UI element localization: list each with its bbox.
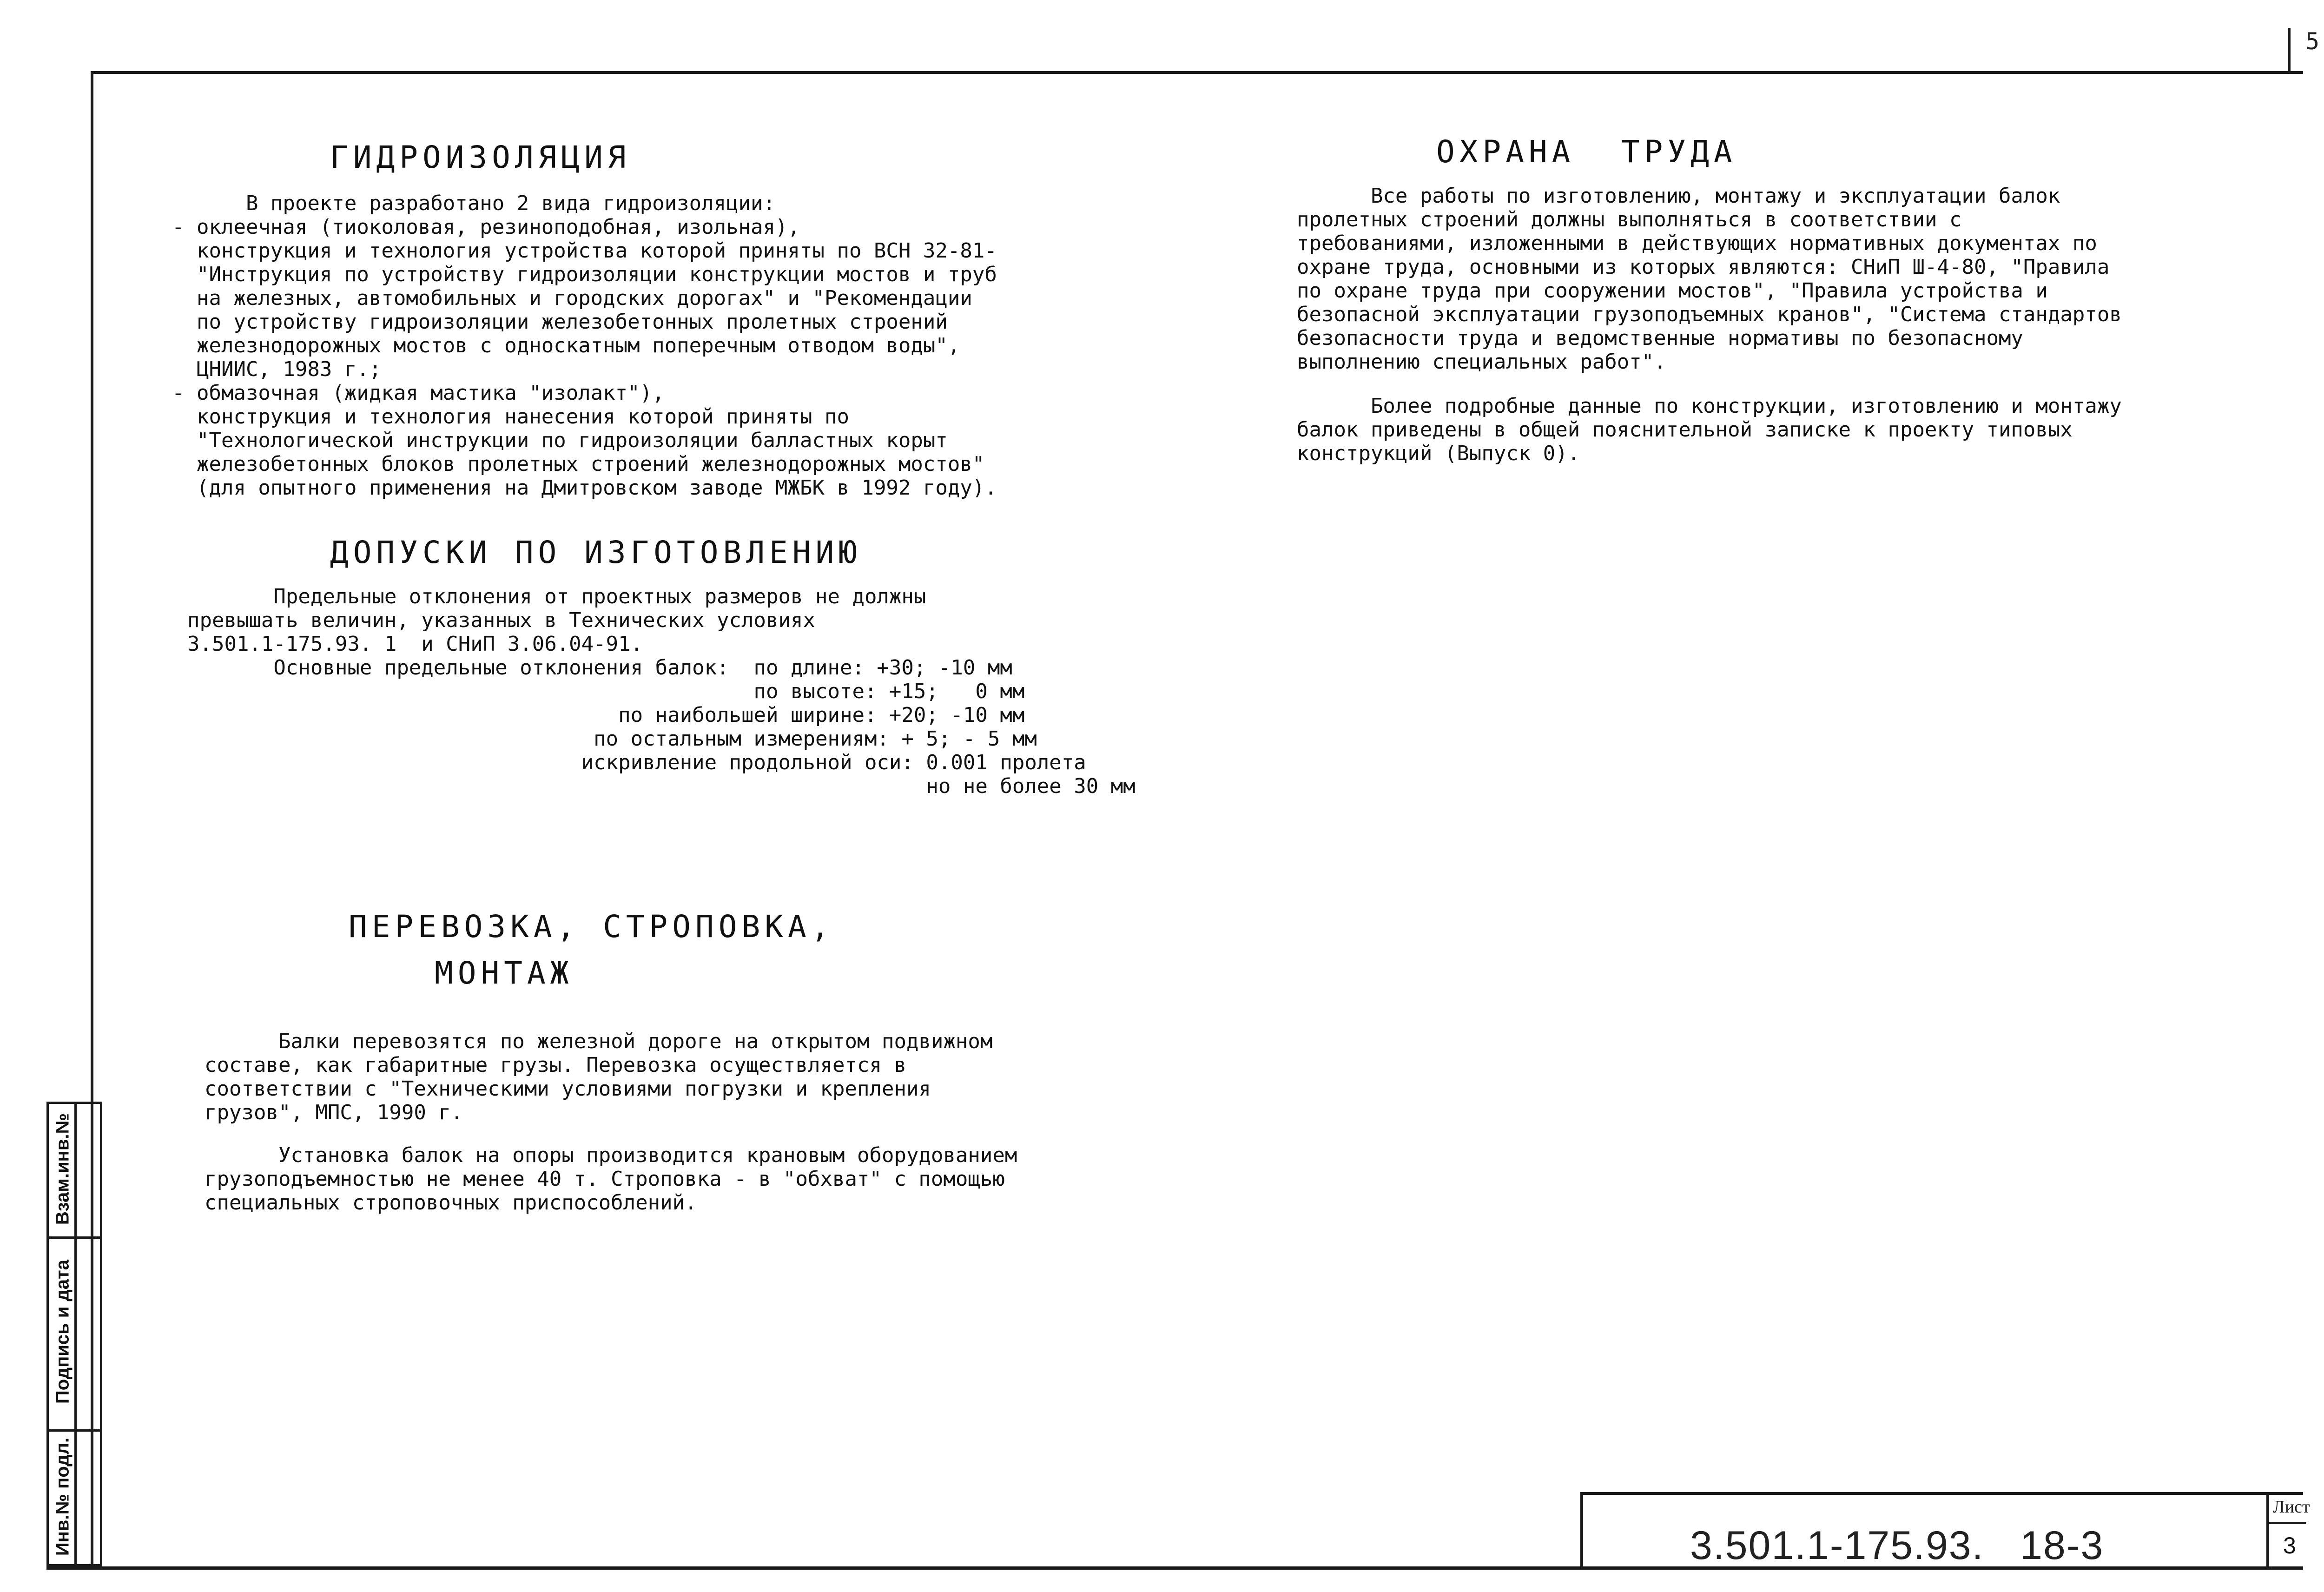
frame-corner-tick	[2288, 28, 2291, 71]
stamp-divider-1	[49, 1236, 100, 1239]
title-block	[1580, 1492, 2310, 1569]
transport-paragraph-2: Установка балок на опоры производится крановым оборудованием грузоподъемностью не менее 40 т. Строповка - в "обхват" с помощью специальных строповочных приспособлений.	[205, 1143, 1017, 1215]
sheet-number: 3	[2283, 1533, 2296, 1559]
labor-protection-paragraph-1: Все работы по изготовлению, монтажу и эксплуатации балок пролетных строений должны выполняться в соответствии с требованиями, изложенными в действующих нормативных документах по охране труда, основными из которых являются: СНиП Ш-4-80, "Правила по охране труда при сооружении мостов", "Правила устройства и безопасной эксплуатации грузоподъемных кранов", "Система стандартов безопасности труда и ведомственные нормативы по безопасному выполнению специальных работ".	[1297, 184, 2122, 374]
transport-heading-line2: МОНТАЖ	[435, 955, 574, 991]
page-mark: 5	[2305, 28, 2320, 55]
transport-paragraph-1: Балки перевозятся по железной дороге на открытом подвижном составе, как габаритные грузы. Перевозка осуществляется в соответствии с "Техническими условиями погрузки и крепления грузов", МПС, 1990 г.	[205, 1030, 993, 1124]
sheet-cell	[2266, 1495, 2310, 1569]
stamp-sign-date: Подпись и дата	[52, 1260, 73, 1404]
document-code: 3.501.1-175.93. 18-3	[1690, 1523, 2104, 1568]
labor-protection-heading: ОХРАНА ТРУДА	[1436, 134, 1737, 170]
side-stamp	[46, 1102, 102, 1566]
frame-top-line	[91, 71, 2303, 74]
stamp-divider-vertical	[74, 1104, 77, 1564]
waterproofing-heading: ГИДРОИЗОЛЯЦИЯ	[330, 139, 631, 175]
tolerances-text: Предельные отклонения от проектных размеров не должны превышать величин, указанных в Технических условиях 3.501.1-175.93. 1 и СНиП 3.06.04-91. Основные предельные отклонения балок: по длине: +30; -10 мм по высоте: +15; 0 мм по наибольшей ширине: +20; -10 мм по остальным измерениям: + 5; - 5 мм искривление продольной оси: 0.001 пролета но не более 30 мм	[187, 585, 1136, 798]
tolerances-heading: ДОПУСКИ ПО ИЗГОТОВЛЕНИЮ	[330, 535, 862, 570]
labor-protection-paragraph-2: Более подробные данные по конструкции, изготовлению и монтажу балок приведены в общей пояснительной записке к проекту типовых конструкций (Выпуск 0).	[1297, 394, 2122, 465]
stamp-divider-2	[49, 1429, 100, 1432]
stamp-replace-inv: Взам.инв.№	[52, 1113, 73, 1225]
sheet-label: Лист	[2273, 1497, 2310, 1517]
waterproofing-text: В проекте разработано 2 вида гидроизоляции: - оклеечная (тиоколовая, резиноподобная, изольная), конструкция и технология устройства которой приняты по ВСН 32-81- "Инструкция по устройству гидроизоляции конструкции мостов и труб на железных, автомобильных и городских дорогах" и "Рекомендации по устройству гидроизоляции железобетонных пролетных строений железнодорожных мостов с односкатным поперечным отводом воды", ЦНИИС, 1983 г.; - обмазочная (жидкая мастика "изолакт"), конструкция и технология нанесения которой приняты по "Технологической инструкции по гидроизоляции балластных корыт железобетонных блоков пролетных строений железнодорожных мостов" (для опытного применения на Дмитровском заводе МЖБК в 1992 году).	[172, 192, 997, 500]
sheet-cell-divider	[2269, 1522, 2306, 1524]
transport-heading-line1: ПЕРЕВОЗКА, СТРОПОВКА,	[349, 909, 834, 945]
stamp-inv-no: Инв.№ подл.	[52, 1437, 73, 1556]
